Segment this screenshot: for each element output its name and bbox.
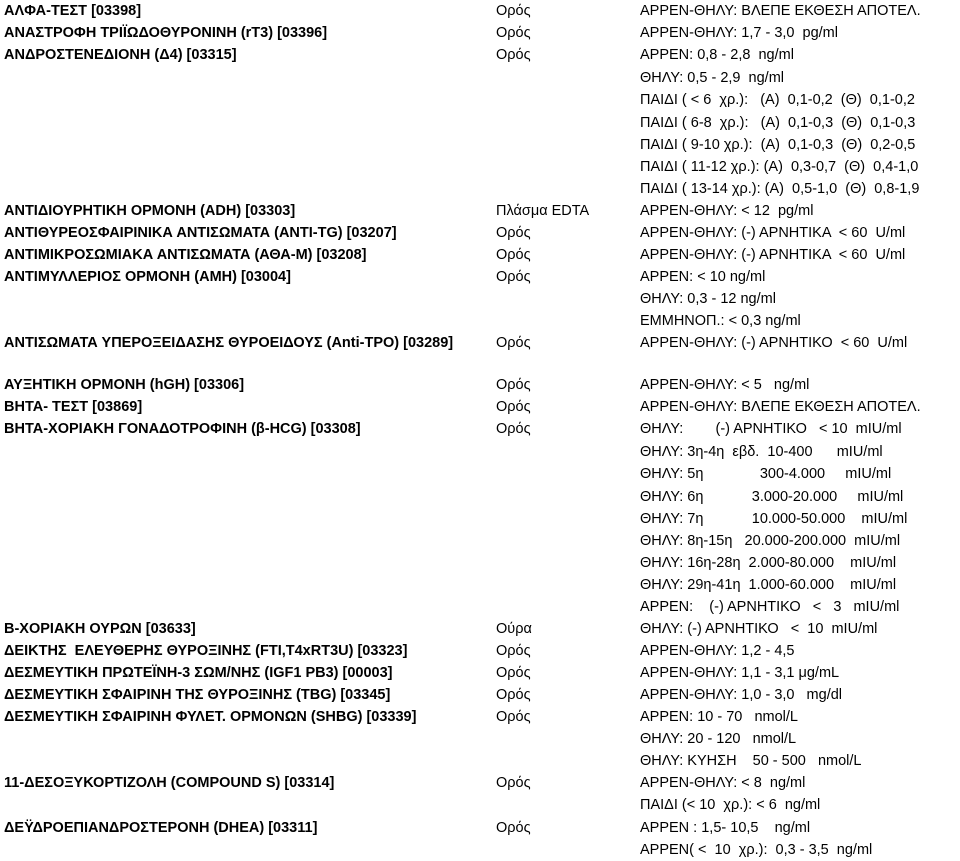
table-row xyxy=(0,67,960,89)
test-name: ΑΝΤΙΜΙΚΡΟΣΩΜΙΑΚΑ ΑΝΤΙΣΩΜΑΤΑ (ΑΘΑ-Μ) [03208] xyxy=(4,247,367,263)
reference-range: ΑΡΡΕΝ-ΘΗΛΥ: (-) ΑΡΝΗΤΙΚΑ < 60 U/ml xyxy=(640,247,906,263)
reference-range: ΠΑΙΔΙ ( < 6 χρ.): (Α) 0,1-0,2 (Θ) 0,1-0,2 xyxy=(640,92,915,108)
table-row xyxy=(0,0,960,22)
reference-range: ΠΑΙΔΙ ( 6-8 χρ.): (Α) 0,1-0,3 (Θ) 0,1-0,3 xyxy=(640,115,916,131)
reference-range: ΘΗΛΥ: 3η-4η εβδ. 10-400 mIU/ml xyxy=(640,444,883,460)
table-row xyxy=(0,596,960,618)
reference-range: ΘΗΛΥ: 8η-15η 20.000-200.000 mIU/ml xyxy=(640,533,901,549)
table-row xyxy=(0,772,960,794)
table-row xyxy=(0,463,960,485)
table-row xyxy=(0,817,960,839)
sample-type: Ορός xyxy=(496,399,531,415)
table-row xyxy=(0,374,960,396)
sample-type: Ορός xyxy=(496,25,531,41)
sample-type: Ορός xyxy=(496,421,531,437)
table-row xyxy=(0,222,960,244)
test-name: ΔΕΫΔΡΟΕΠΙΑΝΔΡΟΣΤΕΡΟΝΗ (DHEA) [03311] xyxy=(4,820,318,836)
test-name: ΔΕΣΜΕΥΤΙΚΗ ΣΦΑΙΡΙΝΗ ΦΥΛΕΤ. ΟΡΜΟΝΩΝ (SHBG) [03339] xyxy=(4,709,417,725)
sample-type: Ορός xyxy=(496,3,531,19)
test-name: ΑΝΤΙΘΥΡΕΟΣΦΑΙΡΙΝΙΚΑ ΑΝΤΙΣΩΜΑΤΑ (ANTI-TG) [03207] xyxy=(4,225,397,241)
reference-range: ΑΡΡΕΝ-ΘΗΛΥ: 1,2 - 4,5 xyxy=(640,643,795,659)
table-row xyxy=(0,684,960,706)
table-row xyxy=(0,508,960,530)
table-row xyxy=(0,662,960,684)
reference-range: ΠΑΙΔΙ ( 9-10 χρ.): (Α) 0,1-0,3 (Θ) 0,2-0,5 xyxy=(640,137,916,153)
table-row xyxy=(0,332,960,354)
table-row xyxy=(0,112,960,134)
reference-range: ΑΡΡΕΝ-ΘΗΛΥ: ΒΛΕΠΕ ΕΚΘΕΣΗ ΑΠΟΤΕΛ. xyxy=(640,399,921,415)
sample-type: Ορός xyxy=(496,269,531,285)
reference-range: ΘΗΛΥ: 7η 10.000-50.000 mIU/ml xyxy=(640,511,908,527)
table-row xyxy=(0,22,960,44)
reference-range: ΑΡΡΕΝ-ΘΗΛΥ: (-) ΑΡΝΗΤΙΚΟ < 60 U/ml xyxy=(640,335,908,351)
test-name: Β-ΧΟΡΙΑΚΗ ΟΥΡΩΝ [03633] xyxy=(4,621,196,637)
reference-range: ΘΗΛΥ: 0,3 - 12 ng/ml xyxy=(640,291,776,307)
table-row xyxy=(0,728,960,750)
sample-type: Ορός xyxy=(496,335,531,351)
table-row xyxy=(0,396,960,418)
test-name: ΒΗΤΑ-ΧΟΡΙΑΚΗ ΓΟΝΑΔΟΤΡΟΦΙΝΗ (β-HCG) [03308] xyxy=(4,421,361,437)
table-row xyxy=(0,441,960,463)
sample-type: Ορός xyxy=(496,775,531,791)
table-row xyxy=(0,89,960,111)
sample-type: Ορός xyxy=(496,247,531,263)
table-row xyxy=(0,418,960,440)
reference-range: ΑΡΡΕΝ-ΘΗΛΥ: < 12 pg/ml xyxy=(640,203,814,219)
reference-range: ΘΗΛΥ: 29η-41η 1.000-60.000 mIU/ml xyxy=(640,577,897,593)
reference-range: ΑΡΡΕΝ-ΘΗΛΥ: (-) ΑΡΝΗΤΙΚΑ < 60 U/ml xyxy=(640,225,906,241)
test-name: ΔΕΣΜΕΥΤΙΚΗ ΣΦΑΙΡΙΝΗ ΤΗΣ ΘΥΡΟΞΙΝΗΣ (TBG) [03345] xyxy=(4,687,391,703)
test-name: ΑΛΦΑ-ΤΕΣΤ [03398] xyxy=(4,3,142,19)
reference-range: ΑΡΡΕΝ: (-) ΑΡΝΗΤΙΚΟ < 3 mIU/ml xyxy=(640,599,900,615)
reference-range: ΘΗΛΥ: 20 - 120 nmol/L xyxy=(640,731,797,747)
reference-range: ΑΡΡΕΝ-ΘΗΛΥ: ΒΛΕΠΕ ΕΚΘΕΣΗ ΑΠΟΤΕΛ. xyxy=(640,3,921,19)
table-row xyxy=(0,244,960,266)
reference-range: ΠΑΙΔΙ ( 11-12 χρ.): (Α) 0,3-0,7 (Θ) 0,4-1,0 xyxy=(640,159,919,175)
reference-range: ΑΡΡΕΝ-ΘΗΛΥ: 1,1 - 3,1 μg/mL xyxy=(640,665,840,681)
test-name: ΒΗΤΑ- ΤΕΣΤ [03869] xyxy=(4,399,143,415)
reference-range: ΘΗΛΥ: 0,5 - 2,9 ng/ml xyxy=(640,70,785,86)
reference-range: ΑΡΡΕΝ: 10 - 70 nmol/L xyxy=(640,709,798,725)
test-name: ΑΝΑΣΤΡΟΦΗ ΤΡΙΪΩΔΟΘΥΡΟΝΙΝΗ (rT3) [03396] xyxy=(4,25,328,41)
sample-type: Ορός xyxy=(496,709,531,725)
test-name: ΔΕΙΚΤΗΣ ΕΛΕΥΘΕΡΗΣ ΘΥΡΟΞΙΝΗΣ (FTI,T4xRT3U) [03323] xyxy=(4,643,408,659)
table-row xyxy=(0,750,960,772)
table-row xyxy=(0,486,960,508)
table-row xyxy=(0,618,960,640)
test-name: ΑΥΞΗΤΙΚΗ ΟΡΜΟΝΗ (hGH) [03306] xyxy=(4,377,245,393)
reference-range: ΘΗΛΥ: 5η 300-4.000 mIU/ml xyxy=(640,466,892,482)
table-row xyxy=(0,552,960,574)
table-row xyxy=(0,794,960,816)
table-row xyxy=(0,44,960,66)
reference-range: ΑΡΡΕΝ-ΘΗΛΥ: 1,0 - 3,0 mg/dl xyxy=(640,687,843,703)
reference-range: ΘΗΛΥ: 16η-28η 2.000-80.000 mIU/ml xyxy=(640,555,897,571)
test-name: ΔΕΣΜΕΥΤΙΚΗ ΠΡΩΤΕΪΝΗ-3 ΣΩΜ/ΝΗΣ (IGF1 PB3) [00003] xyxy=(4,665,393,681)
reference-range: ΠΑΙΔΙ ( 13-14 χρ.): (Α) 0,5-1,0 (Θ) 0,8-1,9 xyxy=(640,181,920,197)
reference-range: ΘΗΛΥ: (-) ΑΡΝΗΤΙΚΟ < 10 mIU/ml xyxy=(640,621,878,637)
reference-range: ΕΜΜΗΝΟΠ.: < 0,3 ng/ml xyxy=(640,313,801,329)
sample-type: Ορός xyxy=(496,225,531,241)
reference-range: ΘΗΛΥ: ΚΥΗΣΗ 50 - 500 nmol/L xyxy=(640,753,862,769)
reference-range: ΑΡΡΕΝ-ΘΗΛΥ: < 5 ng/ml xyxy=(640,377,810,393)
table-row xyxy=(0,178,960,200)
test-name: 11-ΔΕΣΟΞΥΚΟΡΤΙΖΟΛΗ (COMPOUND S) [03314] xyxy=(4,775,335,791)
table-row xyxy=(0,839,960,861)
test-name: ΑΝΔΡΟΣΤΕΝΕΔΙΟΝΗ (Δ4) [03315] xyxy=(4,47,237,63)
table-row xyxy=(0,266,960,288)
sample-type: Ορός xyxy=(496,377,531,393)
reference-range: ΘΗΛΥ: (-) ΑΡΝΗΤΙΚΟ < 10 mIU/ml xyxy=(640,421,902,437)
test-name: ΑΝΤΙΜΥΛΛΕΡΙΟΣ ΟΡΜΟΝΗ (AMH) [03004] xyxy=(4,269,291,285)
sample-type: Πλάσμα EDTA xyxy=(496,203,590,219)
reference-range: ΑΡΡΕΝ-ΘΗΛΥ: 1,7 - 3,0 pg/ml xyxy=(640,25,838,41)
table-row xyxy=(0,706,960,728)
table-row xyxy=(0,200,960,222)
reference-range: ΑΡΡΕΝ( < 10 χρ.): 0,3 - 3,5 ng/ml xyxy=(640,842,873,858)
table-row xyxy=(0,574,960,596)
sample-type: Ορός xyxy=(496,47,531,63)
table-row xyxy=(0,530,960,552)
table-row xyxy=(0,156,960,178)
reference-range: ΠΑΙΔΙ (< 10 χρ.): < 6 ng/ml xyxy=(640,797,821,813)
table-row xyxy=(0,288,960,310)
sample-type: Ορός xyxy=(496,665,531,681)
table-row xyxy=(0,134,960,156)
reference-range: ΑΡΡΕΝ: < 10 ng/ml xyxy=(640,269,766,285)
sample-type: Ορός xyxy=(496,820,531,836)
sample-type: Ορός xyxy=(496,643,531,659)
sample-type: Ορός xyxy=(496,687,531,703)
reference-range: ΑΡΡΕΝ : 1,5- 10,5 ng/ml xyxy=(640,820,811,836)
table-row xyxy=(0,640,960,662)
test-name: ΑΝΤΙΣΩΜΑΤΑ ΥΠΕΡΟΞΕΙΔΑΣΗΣ ΘΥΡΟΕΙΔΟΥΣ (Anti-TPO) [03289] xyxy=(4,335,454,351)
table-row xyxy=(0,310,960,332)
reference-range: ΘΗΛΥ: 6η 3.000-20.000 mIU/ml xyxy=(640,489,904,505)
reference-range: ΑΡΡΕΝ: 0,8 - 2,8 ng/ml xyxy=(640,47,794,63)
sample-type: Ούρα xyxy=(496,621,532,637)
reference-range: ΑΡΡΕΝ-ΘΗΛΥ: < 8 ng/ml xyxy=(640,775,806,791)
test-name: ΑΝΤΙΔΙΟΥΡΗΤΙΚΗ ΟΡΜΟΝΗ (ADH) [03303] xyxy=(4,203,296,219)
